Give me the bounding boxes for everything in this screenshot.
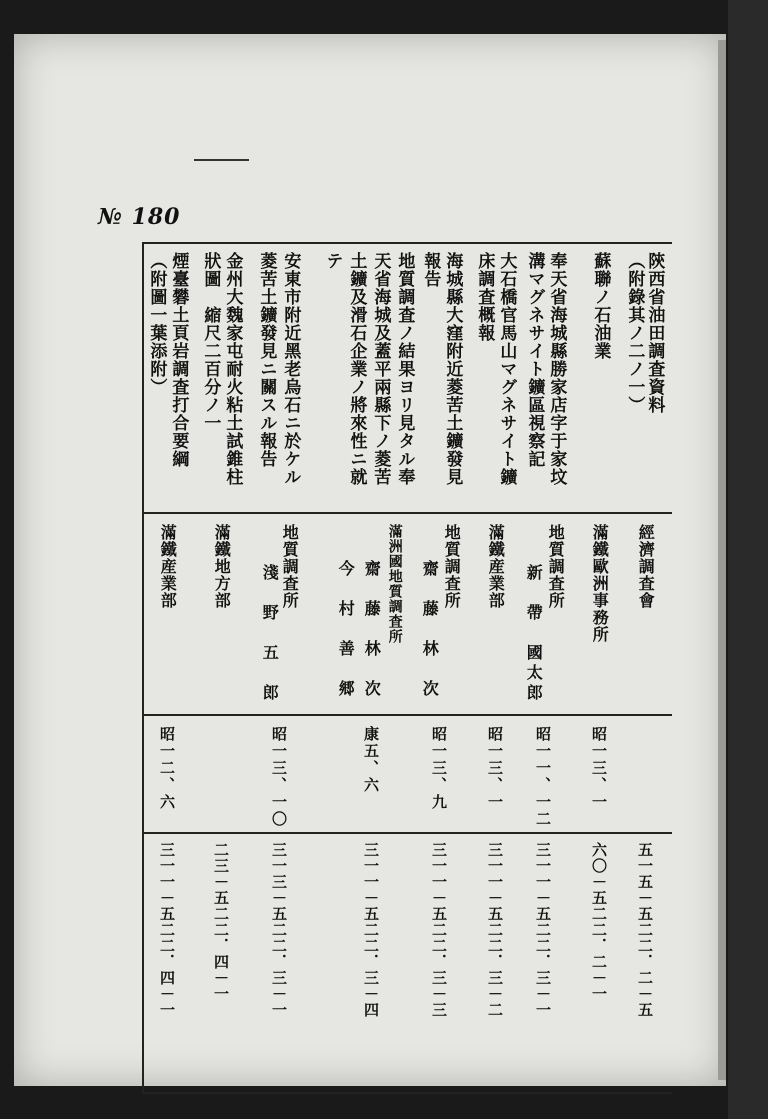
ledger-row: [198, 242, 242, 1094]
subject-text: 海城縣大窪附近菱苦土鑛發見: [442, 252, 463, 486]
subject-text: 大石橋官馬山マグネサイト鑛: [496, 252, 517, 486]
organization-text: 滿鐵地方部: [212, 524, 232, 609]
organization-text: 地質調査所: [546, 524, 566, 609]
subject-text: 溝マグネサイト鑛區視察記: [524, 252, 545, 468]
ledger-row: [314, 242, 416, 1094]
ledger-table: [142, 242, 672, 1094]
ledger-row: [418, 242, 462, 1094]
date-text: 昭一三、一: [590, 726, 608, 811]
subject-text: 床調査概報: [474, 252, 495, 342]
dash-mark: [194, 159, 249, 161]
subject-text: 蘇聯ノ石油業: [590, 252, 611, 360]
ledger-row: [522, 242, 566, 1094]
catalog-code: 三一一－五二二．四－一: [158, 842, 176, 1018]
date-text: 昭一一、一二: [534, 726, 552, 828]
organization-text: 地質調査所: [442, 524, 462, 609]
organization-text: 滿洲國地質調査所: [386, 524, 403, 644]
subject-text: 土鑛及滑石企業ノ將來性ニ就: [346, 252, 367, 486]
subject-text: 地質調査ノ結果ヨリ見タル奉: [394, 252, 415, 486]
ledger-left-rule: [142, 242, 144, 1094]
ledger-row: [254, 242, 301, 1094]
date-text: 昭一三、一〇: [270, 726, 288, 828]
author-text: 齋 藤 林 次: [420, 560, 440, 700]
catalog-code: 二三－五二二．四－一: [212, 842, 230, 1002]
author-text: 淺 野 五 郎: [260, 564, 280, 704]
subject-text: 陝西省油田調査資料: [644, 252, 665, 414]
subject-text: 天省海城及蓋平兩縣下ノ菱苦: [370, 252, 391, 486]
subject-text: 狀圖 縮尺二百分ノ一: [200, 252, 221, 432]
catalog-code: 三一一－五二二．三－二: [486, 842, 504, 1018]
catalog-code: 三一一－五二二．三－四: [362, 842, 380, 1018]
document-page: [14, 34, 726, 1086]
author-text: 今 村 善 郷: [336, 560, 356, 700]
date-text: 昭一三、九: [430, 726, 448, 811]
ledger-row: [578, 242, 622, 1094]
subject-text: （附錄其ノ二ノ一）: [624, 252, 645, 414]
book-spine: [728, 0, 768, 1119]
date-text: 昭一二、六: [158, 726, 176, 811]
organization-text: 滿鐵産業部: [486, 524, 506, 609]
subject-text: 安東市附近黑老烏石ニ於ケル: [280, 252, 301, 486]
author-text: 齋 藤 林 次: [362, 560, 382, 700]
page-number: № 180: [98, 204, 181, 230]
subject-text: （附圖一葉添附）: [146, 252, 167, 396]
author-text: 新 帶 國太郎: [524, 564, 544, 704]
subject-text: 煙臺礬土頁岩調査打合要綱: [168, 252, 189, 468]
catalog-code: 五一五－五二二．二－五: [636, 842, 654, 1018]
subject-text: 菱苦土鑛發見ニ關スル報告: [256, 252, 277, 468]
date-text: 康五、六: [362, 726, 380, 794]
organization-text: 滿鐵歐洲事務所: [590, 524, 610, 643]
ledger-row: [474, 242, 518, 1094]
subject-text: 報告: [420, 252, 441, 288]
page-edge: [718, 40, 726, 1080]
ledger-row: [146, 242, 190, 1094]
catalog-code: 三一一－五二二．三－三: [430, 842, 448, 1018]
organization-text: 經濟調査會: [636, 524, 656, 609]
catalog-code: 三一三－五二二．三－一: [270, 842, 288, 1018]
ledger-row: [622, 242, 666, 1094]
subject-text: 奉天省海城縣勝家店字于家坟: [546, 252, 567, 486]
subject-text: 金州大魏家屯耐火粘土試錐柱: [222, 252, 243, 486]
catalog-code: 六〇－五二二．二－一: [590, 842, 608, 1002]
subject-text: テ: [322, 252, 343, 270]
organization-text: 滿鐵産業部: [158, 524, 178, 609]
catalog-code: 三一一－五二二．三－一: [534, 842, 552, 1018]
organization-text: 地質調査所: [280, 524, 300, 609]
date-text: 昭一三、一: [486, 726, 504, 811]
